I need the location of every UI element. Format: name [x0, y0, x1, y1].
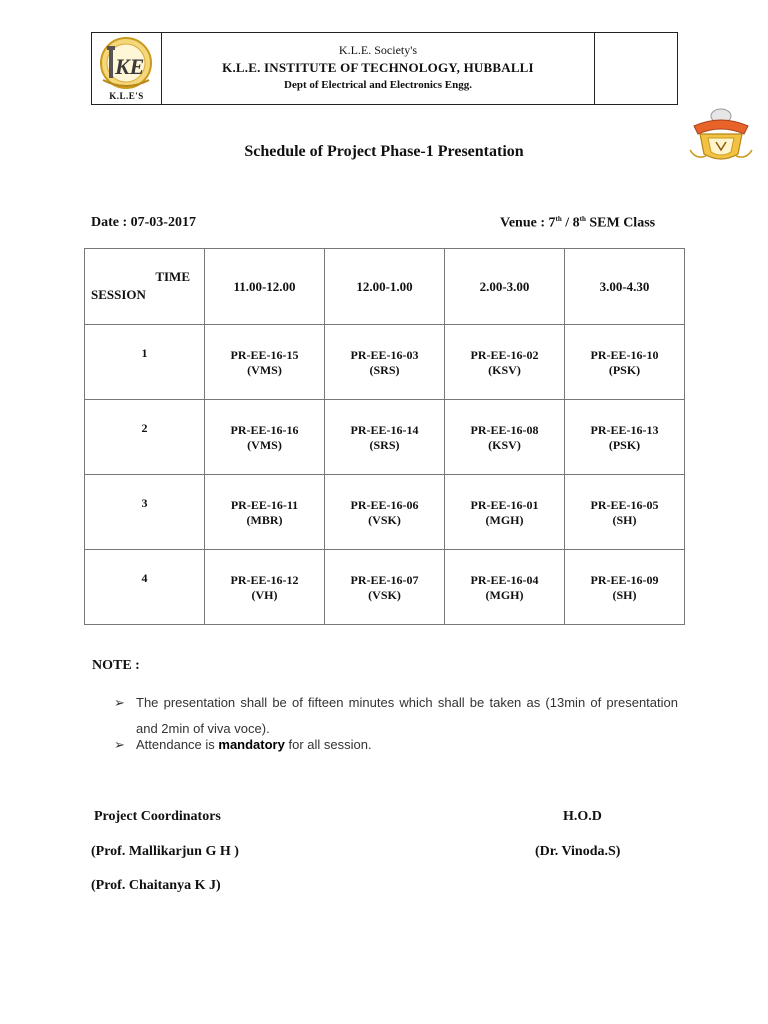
project-cell	[205, 325, 325, 400]
project-cell	[565, 325, 685, 400]
project-id: PR-EE-16-07	[350, 573, 419, 587]
project-cell	[325, 475, 445, 550]
guide-initials: (MGH)	[485, 513, 524, 527]
session-cell	[85, 475, 205, 550]
society-name: K.L.E. Society's	[338, 43, 418, 57]
note-text-2-pre: Attendance is	[136, 737, 219, 752]
note-text-2-post: for all session.	[284, 737, 372, 752]
project-id: PR-EE-16-09	[590, 573, 659, 587]
venue-mid: / 8	[561, 215, 580, 231]
guide-initials: (PSK)	[608, 438, 641, 452]
letterhead	[91, 32, 678, 105]
project-cell	[325, 400, 445, 475]
guide-initials: (KSV)	[488, 438, 521, 452]
venue-sup-1: th	[555, 215, 562, 223]
coordinator-name-1: (Prof. Mallikarjun G H )	[91, 844, 239, 859]
project-cell	[445, 400, 565, 475]
venue-sup-2: th	[579, 215, 586, 223]
time-slot: 3.00-4.30	[565, 249, 685, 325]
time-header: TIME	[155, 269, 190, 284]
session-number: 3	[141, 496, 148, 510]
venue-prefix: Venue : 7	[500, 215, 556, 231]
project-id: PR-EE-16-13	[590, 423, 659, 437]
svg-text:KE: KE	[115, 54, 145, 79]
project-id: PR-EE-16-15	[230, 348, 299, 362]
guide-initials: (VSK)	[368, 513, 401, 527]
coordinators-title: Project Coordinators	[94, 809, 221, 824]
project-cell	[565, 550, 685, 625]
session-number: 4	[141, 571, 148, 585]
session-number: 2	[141, 421, 148, 435]
session-cell	[85, 325, 205, 400]
note-text-1: The presentation shall be of fifteen minutes which shall be taken as (13min of presentation and 2min of viva voce).	[136, 695, 678, 736]
project-cell	[205, 475, 325, 550]
project-id: PR-EE-16-02	[470, 348, 539, 362]
guide-initials: (SH)	[612, 513, 637, 527]
guide-initials: (SH)	[612, 588, 637, 602]
hod-title: H.O.D	[563, 809, 602, 824]
project-id: PR-EE-16-05	[590, 498, 659, 512]
guide-initials: (VSK)	[368, 588, 401, 602]
guide-initials: (MBR)	[246, 513, 283, 527]
note-heading: NOTE :	[92, 658, 140, 673]
project-cell	[445, 325, 565, 400]
kle-emblem-icon	[93, 34, 159, 96]
project-cell	[205, 400, 325, 475]
table-row	[85, 550, 685, 625]
project-cell	[445, 550, 565, 625]
project-cell	[565, 400, 685, 475]
project-id: PR-EE-16-08	[470, 423, 539, 437]
project-cell	[205, 550, 325, 625]
guide-initials: (VMS)	[247, 438, 282, 452]
guide-initials: (PSK)	[608, 363, 641, 377]
guide-initials: (VH)	[251, 588, 278, 602]
page-title: Schedule of Project Phase-1 Presentation	[244, 143, 524, 160]
coordinator-name-2: (Prof. Chaitanya K J)	[91, 878, 221, 893]
guide-initials: (SRS)	[369, 363, 400, 377]
project-id: PR-EE-16-12	[230, 573, 299, 587]
note-bullet-1	[114, 690, 678, 742]
project-id: PR-EE-16-06	[350, 498, 419, 512]
project-cell	[445, 475, 565, 550]
kle-logo	[92, 33, 162, 104]
logo-caption: K.L.E'S	[109, 91, 144, 101]
session-header: SESSION	[91, 287, 146, 302]
schedule-table	[84, 248, 685, 625]
letterhead-blank-cell	[595, 33, 677, 104]
venue	[500, 215, 655, 232]
session-cell	[85, 400, 205, 475]
presentation-date: Date : 07-03-2017	[91, 215, 196, 230]
project-id: PR-EE-16-10	[590, 348, 659, 362]
corner-cell	[85, 249, 205, 325]
project-id: PR-EE-16-01	[470, 498, 539, 512]
project-id: PR-EE-16-04	[470, 573, 539, 587]
session-number: 1	[141, 346, 148, 360]
arrow-bullet-icon: ➢	[114, 695, 125, 710]
project-cell	[325, 550, 445, 625]
letterhead-text	[162, 33, 595, 104]
table-row	[85, 325, 685, 400]
hod-name: (Dr. Vinoda.S)	[535, 844, 621, 859]
table-row	[85, 475, 685, 550]
note-bullet-2	[114, 737, 678, 752]
project-cell	[565, 475, 685, 550]
project-id: PR-EE-16-11	[230, 498, 299, 512]
arrow-bullet-icon: ➢	[114, 737, 125, 752]
session-cell	[85, 550, 205, 625]
guide-initials: (KSV)	[488, 363, 521, 377]
note-text-2-bold: mandatory	[218, 737, 285, 752]
time-slot: 2.00-3.00	[445, 249, 565, 325]
project-cell	[325, 325, 445, 400]
table-header-row	[85, 249, 685, 325]
venue-suffix: SEM Class	[585, 215, 656, 231]
table-row	[85, 400, 685, 475]
guide-initials: (SRS)	[369, 438, 400, 452]
project-id: PR-EE-16-03	[350, 348, 419, 362]
time-slot: 11.00-12.00	[205, 249, 325, 325]
guide-initials: (VMS)	[247, 363, 282, 377]
note-text-2	[114, 737, 678, 752]
time-slot: 12.00-1.00	[325, 249, 445, 325]
department-name: Dept of Electrical and Electronics Engg.	[284, 79, 472, 91]
project-id: PR-EE-16-16	[230, 423, 299, 437]
project-id: PR-EE-16-14	[350, 423, 419, 437]
guide-initials: (MGH)	[485, 588, 524, 602]
institute-name: K.L.E. INSTITUTE OF TECHNOLOGY, HUBBALLI	[222, 60, 534, 75]
